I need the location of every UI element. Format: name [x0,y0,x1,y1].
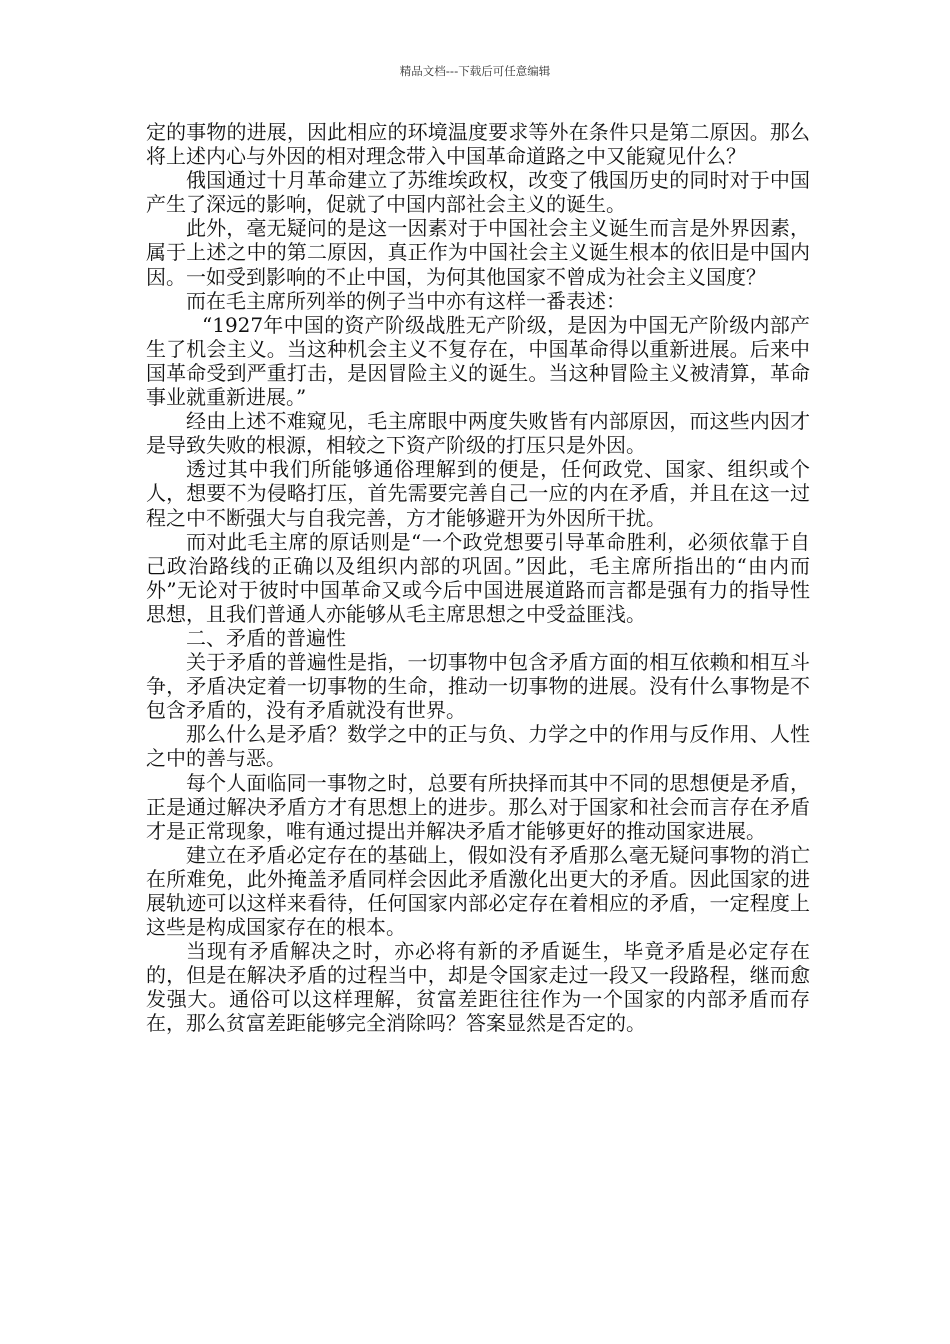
paragraph: 经由上述不难窥见，毛主席眼中两度失败皆有内部原因，而这些内因才是导致失败的根源，相较之下资产阶级的打压只是外因。 [146,409,810,458]
document-body [146,120,810,1036]
paragraph: 而对此毛主席的原话则是“一个政党想要引导革命胜利，必须依靠于自己政治路线的正确以及组织内部的巩固。”因此，毛主席所指出的“由内而外”无论对于彼时中国革命又或今后中国进展道路而言都是强有力的指导性思想，且我们普通人亦能够从毛主席思想之中受益匪浅。 [146,529,810,626]
paragraph: 透过其中我们所能够通俗理解到的便是，任何政党、国家、组织或个人，想要不为侵略打压，首先需要完善自己一应的内在矛盾，并且在这一过程之中不断强大与自我完善，方才能够避开为外因所干扰。 [146,457,810,530]
section-heading: 二、矛盾的普遍性 [186,625,346,650]
paragraph: 每个人面临同一事物之时，总要有所抉择而其中不同的思想便是矛盾，正是通过解决矛盾方才有思想上的进步。那么对于国家和社会而言存在矛盾才是正常现象，唯有通过提出并解决矛盾才能够更好的推动国家进展。 [146,770,810,843]
paragraph: 建立在矛盾必定存在的基础上，假如没有矛盾那么毫无疑问事物的消亡在所难免，此外掩盖矛盾同样会因此矛盾激化出更大的矛盾。因此国家的进展轨迹可以这样来看待，任何国家内部必定存在着相应的矛盾，一定程度上这些是构成国家存在的根本。 [146,842,810,940]
page-header: 精品文档---下载后可任意编辑 [399,64,551,78]
paragraph: 当现有矛盾解决之时，亦必将有新的矛盾诞生，毕竟矛盾是必定存在的，但是在解决矛盾的过程当中，却是令国家走过一段又一段路程，继而愈发强大。通俗可以这样理解，贫富差距往往作为一个国家的内部矛盾而存在，那么贫富差距能够完全消除吗？答案显然是否定的。 [146,939,810,1036]
paragraph: 俄国通过十月革命建立了苏维埃政权，改变了俄国历史的同时对于中国产生了深远的影响，促就了中国内部社会主义的诞生。 [146,168,810,217]
quote-paragraph: “1927年中国的资产阶级战胜无产阶级，是因为中国无产阶级内部产生了机会主义。当这种机会主义不复存在，中国革命得以重新进展。后来中国革命受到严重打击，是因冒险主义的诞生。当这种冒险主义被清算，革命事业就重新进展。” [146,312,810,410]
paragraph: 而在毛主席所列举的例子当中亦有这样一番表述： [186,288,626,313]
paragraph: 定的事物的进展，因此相应的环境温度要求等外在条件只是第二原因。那么将上述内心与外因的相对理念带入中国革命道路之中又能窥见什么？ [146,120,810,169]
paragraph: 关于矛盾的普遍性是指，一切事物中包含矛盾方面的相互依赖和相互斗争，矛盾决定着一切事物的生命，推动一切事物的进展。没有什么事物是不包含矛盾的，没有矛盾就没有世界。 [146,650,810,723]
paragraph: 此外，毫无疑问的是这一因素对于中国社会主义诞生而言是外界因素，属于上述之中的第二原因，真正作为中国社会主义诞生根本的依旧是中国内因。一如受到影响的不止中国，为何其他国家不曾成为社会主义国度？ [146,216,810,289]
paragraph: 那么什么是矛盾？数学之中的正与负、力学之中的作用与反作用、人性之中的善与恶。 [146,722,810,771]
